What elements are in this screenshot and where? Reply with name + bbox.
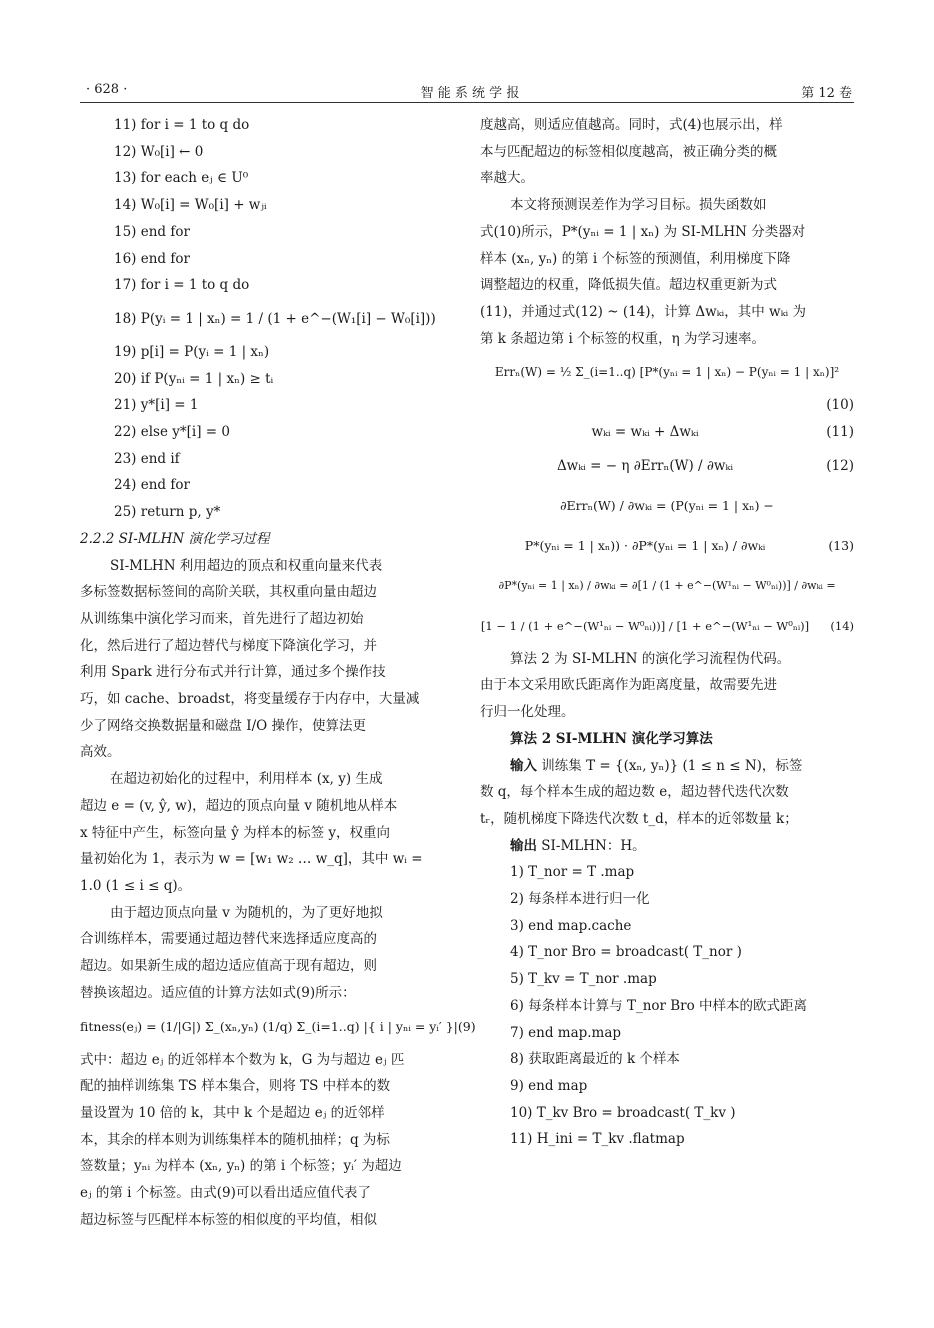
text-line: 度越高，则适应值越高。同时，式(4)也展示出，样	[480, 117, 783, 133]
algo-line: 7) end map.map	[510, 1024, 622, 1041]
text-line: 超边 e = (v, ŷ, w)，超边的顶点向量 v 随机地从样本	[80, 797, 398, 814]
equation-14-part1	[480, 566, 854, 606]
text-line: 签数量；yₙᵢ 为样本 (xₙ, yₙ) 的第 i 个标签；yᵢ′ 为超边	[80, 1158, 402, 1175]
algo-line: 11) H_ini = T_kv .flatmap	[510, 1131, 685, 1148]
text-line: (11)，并通过式(12) ~ (14)，计算 Δwₖᵢ，其中 wₖᵢ 为	[480, 303, 807, 320]
algo-line: 11) for i = 1 to q do	[114, 117, 250, 133]
algo-line: 9) end map	[510, 1077, 588, 1094]
algorithm2-output	[480, 833, 854, 860]
equation-text: wₖᵢ = wₖᵢ + Δwₖᵢ	[591, 424, 699, 441]
equation-14-part2	[480, 606, 854, 646]
equation-13-part2	[480, 526, 854, 566]
text-line: 利用 Spark 进行分布式并行计算，通过多个操作技	[80, 664, 386, 681]
equation-text: Errₙ(W) = ½ Σ_(i=1..q) [P*(yₙᵢ = 1 | xₙ) − P(yₙᵢ = 1 | xₙ)]²	[494, 365, 840, 380]
input-label: 输入	[510, 757, 537, 774]
section-heading: 2.2.2 SI-MLHN 演化学习过程	[80, 530, 270, 547]
text-line: 从训练集中演化学习而来，首先进行了超边初始	[80, 610, 364, 627]
equation-text: Δwₖᵢ = − η ∂Errₙ(W) / ∂wₖᵢ	[556, 457, 734, 474]
right-column	[480, 112, 854, 1153]
text-line: 巧，如 cache、broadst，将变量缓存于内存中，大量减	[80, 691, 420, 708]
equation-11	[480, 419, 854, 446]
text-line: 调整超边的权重，降低损失值。超边权重更新为式	[480, 277, 777, 294]
text-line: 量设置为 10 倍的 k，其中 k 个是超边 eⱼ 的近邻样	[80, 1104, 385, 1121]
text-line: SI-MLHN 利用超边的顶点和权重向量来代表	[110, 557, 383, 574]
header-rule	[80, 102, 854, 103]
text-line: 超边标签与匹配样本标签的相似度的平均值，相似	[80, 1211, 377, 1228]
equation-text: P*(yₙᵢ = 1 | xₙ)) · ∂P*(yₙᵢ = 1 | xₙ) / ∂wₖᵢ	[524, 537, 766, 553]
text-line: 超边。如果新生成的超边适应值高于现有超边，则	[80, 958, 377, 975]
text-line: 本，其余的样本则为训练集样本的随机抽样；q 为标	[80, 1131, 390, 1148]
algo-line: 6) 每条样本计算与 T_nor Bro 中样本的欧式距离	[510, 997, 808, 1014]
text-line: x 特征中产生，标签向量 ŷ 为样本的标签 y，权重向	[80, 824, 391, 841]
equation-number: (12)	[826, 457, 854, 474]
algo-line: 8) 获取距离最近的 k 个样本	[510, 1051, 680, 1068]
algo-line: 10) T_kv Bro = broadcast( T_kv )	[510, 1104, 736, 1121]
text-line: 配的抽样训练集 TS 样本集合，则将 TS 中样本的数	[80, 1078, 391, 1095]
equation-number: (14)	[830, 618, 854, 633]
paragraph	[80, 900, 454, 1007]
algo-line: 2) 每条样本进行归一化	[510, 891, 650, 908]
algo-line: 19) p[i] = P(yᵢ = 1 | xₙ)	[114, 343, 270, 360]
paragraph	[480, 112, 854, 192]
algo-line: 22) else y*[i] = 0	[114, 424, 230, 441]
text-line: tᵣ，随机梯度下降迭代次数 t_d，样本的近邻数量 k；	[480, 810, 798, 827]
algo-line: 1) T_nor = T .map	[510, 864, 635, 881]
algo-line: 13) for each eⱼ ∈ U⁰	[114, 170, 249, 187]
algo-line: 3) end map.cache	[510, 917, 632, 934]
algorithm1-continuation	[80, 112, 454, 526]
equation-9	[80, 1007, 476, 1047]
algo-line: 17) for i = 1 to q do	[114, 277, 250, 294]
equation-text: fitness(eⱼ) = (1/|G|) Σ_(xₙ,yₙ) (1/q) Σ_(i=1..q) |{ i | yₙᵢ = yᵢ′ }|	[80, 1018, 458, 1034]
paragraph	[80, 766, 454, 900]
text-line: 1.0 (1 ≤ i ≤ q)。	[80, 877, 192, 894]
equation-12	[480, 446, 854, 486]
equation-text: ∂P*(yₙᵢ = 1 | xₙ) / ∂wₖᵢ = ∂[1 / (1 + e^−(W¹ₙᵢ − W⁰ₙᵢ))] / ∂wₖᵢ =	[498, 578, 836, 592]
algo-line: 14) W₀[i] = W₀[i] + wⱼᵢ	[114, 197, 267, 214]
equation-number: (10)	[826, 397, 854, 414]
text-line: 第 k 条超边第 i 个标签的权重，η 为学习速率。	[480, 330, 766, 347]
equation-number: (9)	[457, 1018, 476, 1034]
equation-13-part1	[480, 486, 854, 526]
algo-line: 18) P(yᵢ = 1 | xₙ) = 1 / (1 + e^−(W₁[i] − W₀[i]))	[114, 310, 436, 327]
paragraph	[80, 1047, 454, 1234]
text-line: 量初始化为 1，表示为 w = [w₁ w₂ … w_q]，其中 wᵢ =	[80, 851, 423, 868]
text-line: 化，然后进行了超边替代与梯度下降演化学习，并	[80, 637, 377, 654]
text-line: 少了网络交换数据量和磁盘 I/O 操作，使算法更	[80, 717, 367, 734]
text-line: 数 q，每个样本生成的超边数 e，超边替代迭代次数	[480, 784, 789, 801]
left-column	[80, 112, 476, 1233]
algo-line: 12) W₀[i] ← 0	[114, 143, 204, 160]
volume-label: 第 12 卷	[801, 86, 852, 101]
text-line: 由于超边顶点向量 v 为随机的，为了更好地拟	[110, 904, 383, 921]
output-label: 输出	[510, 837, 537, 854]
text-line: 样本 (xₙ, yₙ) 的第 i 个标签的预测值，利用梯度下降	[480, 250, 791, 267]
equation-10-number-row	[480, 392, 854, 419]
text-line: eⱼ 的第 i 个标签。由式(9)可以看出适应值代表了	[80, 1185, 371, 1202]
journal-title: 智 能 系 统 学 报	[420, 86, 520, 101]
text-line: 行归一化处理。	[480, 704, 575, 721]
text-line: 式(10)所示，P*(yₙᵢ = 1 | xₙ) 为 SI-MLHN 分类器对	[480, 223, 806, 240]
output-text: SI-MLHN：H。	[541, 837, 646, 854]
algo-line: 4) T_nor Bro = broadcast( T_nor )	[510, 944, 742, 961]
equation-text: [1 − 1 / (1 + e^−(W¹ₙᵢ − W⁰ₙᵢ))] / [1 + e^−(W¹ₙᵢ − W⁰ₙᵢ)]	[480, 618, 810, 633]
algorithm2-title: 算法 2 SI-MLHN 演化学习算法	[510, 730, 713, 747]
paragraph	[480, 192, 854, 352]
equation-text: ∂Errₙ(W) / ∂wₖᵢ = (P(yₙᵢ = 1 | xₙ) −	[560, 497, 774, 513]
text-line: 高效。	[80, 744, 121, 761]
algo-line: 25) return p, y*	[114, 504, 221, 521]
algo-line: 21) y*[i] = 1	[114, 397, 199, 414]
text-line: 本与匹配超边的标签相似度越高，被正确分类的概	[480, 143, 777, 160]
algo-line: 23) end if	[114, 450, 180, 467]
equation-number: (11)	[826, 424, 854, 441]
algo-line: 16) end for	[114, 250, 190, 267]
algo-line: 24) end for	[114, 477, 190, 494]
algorithm2-body	[480, 859, 854, 1153]
paragraph	[480, 646, 854, 726]
text-line: 本文将预测误差作为学习目标。损失函数如	[510, 197, 767, 214]
text-line: 由于本文采用欧氏距离作为距离度量，故需要先进	[480, 677, 777, 694]
algo-line: 15) end for	[114, 223, 190, 240]
algo-line: 20) if P(yₙᵢ = 1 | xₙ) ≥ tᵢ	[114, 370, 274, 387]
paragraph	[80, 553, 454, 767]
text-line: 替换该超边。适应值的计算方法如式(9)所示：	[80, 984, 356, 1001]
page-number: · 628 ·	[86, 82, 128, 97]
algorithm2-input	[480, 753, 854, 780]
text-line: 合训练样本，需要通过超边替代来选择适应度高的	[80, 931, 377, 948]
equation-10	[480, 352, 854, 392]
equation-number: (13)	[828, 537, 854, 553]
text-line: 式中：超边 eⱼ 的近邻样本个数为 k，G 为与超边 eⱼ 匹	[80, 1051, 405, 1068]
text-line: 多标签数据标签间的高阶关联，其权重向量由超边	[80, 584, 377, 601]
text-line: 率越大。	[480, 170, 534, 187]
text-line: 在超边初始化的过程中，利用样本 (x, y) 生成	[110, 771, 383, 788]
input-text: 训练集 T = {(xₙ, yₙ)} (1 ≤ n ≤ N)，标签	[541, 757, 803, 774]
algo-line: 5) T_kv = T_nor .map	[510, 971, 657, 988]
text-line: 算法 2 为 SI-MLHN 的演化学习流程伪代码。	[510, 650, 791, 667]
